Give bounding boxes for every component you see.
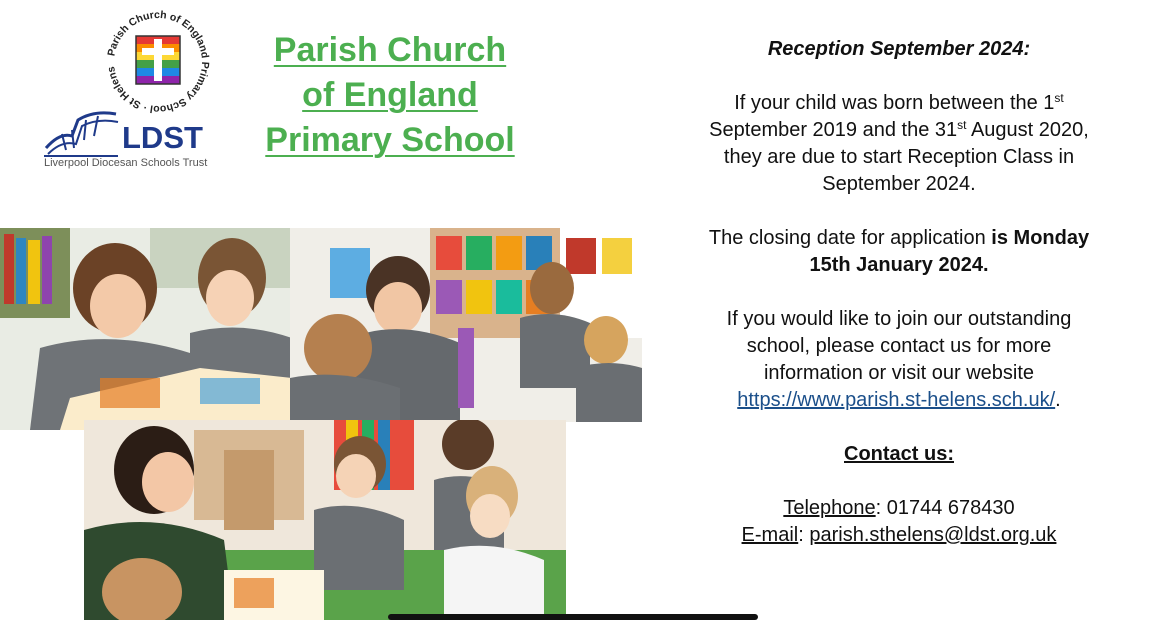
ordinal-suffix: st	[1054, 91, 1064, 105]
school-logo	[40, 6, 220, 176]
email-label: E-mail	[741, 524, 799, 546]
school-name-line-2: of England	[302, 76, 478, 114]
email-value[interactable]: parish.sthelens@ldst.org.uk	[809, 524, 1057, 546]
ordinal-suffix: st	[957, 118, 967, 132]
reception-heading: Reception September 2024:	[767, 38, 1031, 60]
website-link[interactable]: https://www.parish.st-helens.sch.uk/	[737, 389, 1056, 411]
eligibility-paragraph	[668, 90, 1130, 198]
admissions-info	[668, 36, 1130, 549]
eligibility-text-3: August 2020,	[966, 119, 1089, 141]
ldst-wordmark: LDST	[122, 120, 203, 155]
join-text-3: information or visit our website	[763, 362, 1035, 384]
eligibility-text-4: they are due to start Reception Class in	[723, 146, 1075, 168]
website-suffix: .	[1055, 389, 1061, 411]
ldst-book-icon	[42, 106, 120, 158]
closing-date-date: 15th January 2024.	[809, 254, 989, 276]
school-seal	[102, 6, 214, 118]
rainbow-cross-icon	[136, 36, 180, 84]
school-name-heading	[240, 28, 540, 163]
closing-date-day: is Monday	[991, 227, 1090, 249]
seal-graphic	[102, 6, 214, 118]
closing-date-paragraph	[668, 225, 1130, 279]
join-paragraph	[668, 306, 1130, 414]
eligibility-text-1: If your child was born between the 1	[734, 92, 1055, 114]
photo-teacher-with-children	[84, 420, 566, 620]
closing-date-text: The closing date for application	[708, 227, 992, 249]
contact-details	[668, 495, 1130, 549]
eligibility-text-5: September 2024.	[822, 173, 976, 195]
school-name-line-3: Primary School	[265, 121, 515, 159]
join-text-1: If you would like to join our outstanding	[726, 308, 1072, 330]
trust-name: Liverpool Diocesan Schools Trust	[44, 157, 208, 169]
contact-heading: Contact us:	[844, 443, 954, 465]
seal-text: Parish Church of England Primary School · St Helens	[105, 8, 212, 116]
telephone-value[interactable]: : 01744 678430	[875, 497, 1015, 519]
email-separator: :	[798, 524, 810, 546]
photo-children-reading-1	[0, 228, 292, 430]
photo-children-reading-2	[290, 228, 642, 422]
telephone-label: Telephone	[783, 497, 876, 519]
school-name-line-1: Parish Church	[273, 31, 507, 69]
join-text-2: school, please contact us for more	[746, 335, 1052, 357]
home-indicator	[388, 614, 758, 620]
eligibility-text-2: September 2019 and the 31	[709, 119, 958, 141]
